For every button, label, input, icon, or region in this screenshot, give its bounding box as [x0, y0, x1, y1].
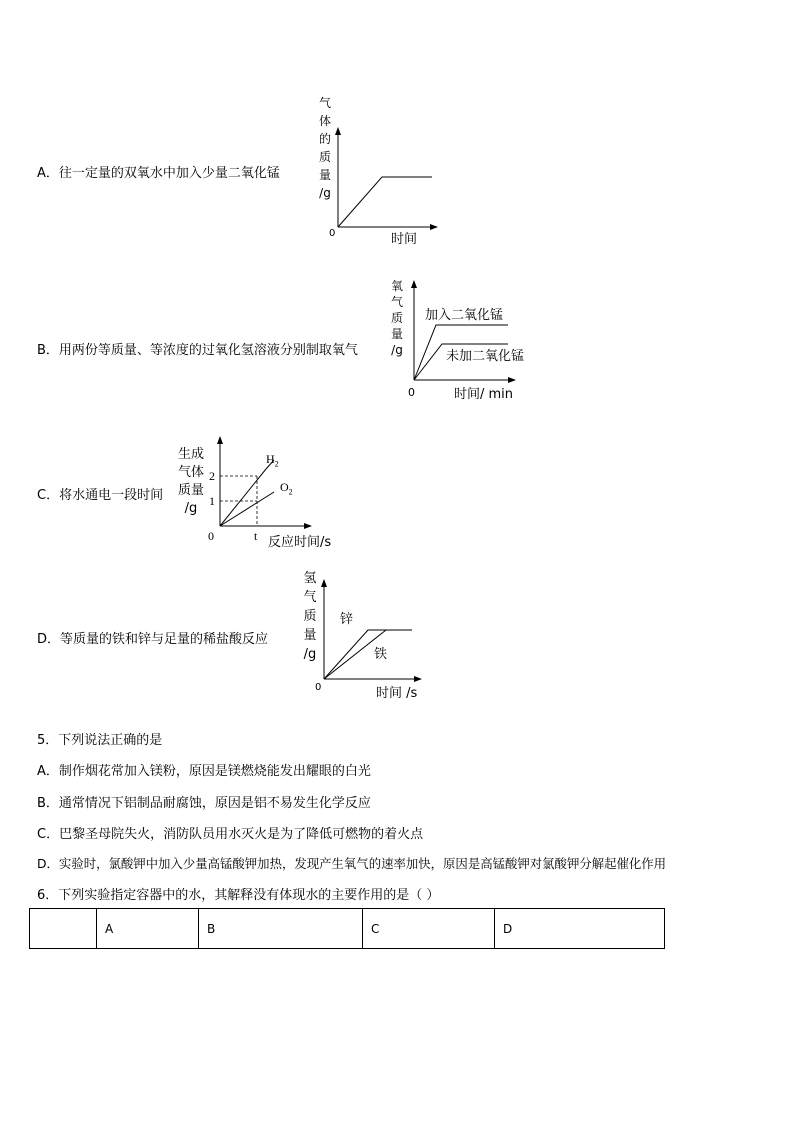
graph-b-origin: 0 — [408, 386, 415, 399]
question-5-option-b: B．通常情况下铝制品耐腐蚀，原因是铝不易发生化学反应 — [37, 796, 371, 811]
graph-c-y-arrow — [217, 436, 223, 444]
graph-b — [408, 278, 528, 383]
graph-b-x-label: 时间/ min — [454, 387, 514, 402]
graph-b-y-arrow — [411, 280, 417, 288]
graph-c-x-label: 反应时间/s — [268, 535, 332, 550]
graph-a-y-label: 气 体 的 质 量 /g — [318, 96, 331, 200]
graph-a-y-arrow — [335, 127, 341, 135]
graph-c-h2-line — [220, 469, 266, 526]
option-a: A．往一定量的双氧水中加入少量二氧化锰 — [37, 166, 280, 181]
graph-a — [330, 125, 450, 235]
question-5-option-a: A．制作烟花常加入镁粉，原因是镁燃烧能发出耀眼的白光 — [37, 764, 371, 779]
graph-d-x-label: 时间 /s — [376, 686, 418, 701]
table-cell-d: D — [495, 909, 665, 949]
graph-c-tick-t: t — [254, 529, 258, 543]
graph-d-y-label: 氢 气 质 量 /g — [303, 571, 317, 662]
table-cell-b: B — [199, 909, 363, 949]
graph-a-x-label: 时间 — [391, 232, 418, 247]
graph-c-tick-1: 1 — [209, 494, 215, 508]
graph-b-y-label: 氧 气 质 量 /g — [390, 279, 403, 357]
question-5-stem: 5．下列说法正确的是 — [37, 733, 163, 748]
question-5-option-d: D．实验时，氯酸钾中加入少量高锰酸钾加热，发现产生氧气的速率加快，原因是高锰酸钾对氯酸钾分解起催化作用 — [37, 856, 667, 871]
graph-c-y-label: 生成 气体 质量 /g — [177, 447, 204, 516]
graph-d-zinc-curve — [324, 630, 412, 679]
graph-c-o2-line — [220, 492, 274, 526]
table-cell-a: A — [97, 909, 199, 949]
table-row — [30, 909, 665, 949]
graph-c — [214, 434, 324, 529]
table-cell-c: C — [363, 909, 495, 949]
graph-c-tick-2: 2 — [209, 469, 215, 483]
graph-d-zinc-label: 锌 — [340, 612, 354, 627]
table-cell-blank — [30, 909, 97, 949]
question-6-table — [29, 908, 665, 949]
question-5-option-c: C．巴黎圣母院失火，消防队员用水灭火是为了降低可燃物的着火点 — [37, 827, 424, 842]
graph-d-iron-label: 铁 — [374, 647, 388, 662]
graph-a-x-arrow — [430, 224, 438, 230]
graph-d-x-arrow — [414, 676, 422, 682]
graph-c-origin: 0 — [208, 529, 214, 543]
graph-b-x-arrow — [508, 377, 516, 383]
graph-d — [318, 577, 433, 682]
option-c: C．将水通电一段时间 — [37, 488, 164, 503]
question-6-stem: 6．下列实验指定容器中的水，其解释没有体现水的主要作用的是（ ） — [37, 888, 440, 903]
graph-b-label-catalyzed: 加入二氧化锰 — [425, 308, 504, 323]
graph-a-origin: 0 — [329, 228, 336, 239]
graph-a-curve — [338, 177, 432, 227]
graph-c-x-arrow — [304, 523, 312, 529]
option-b: B．用两份等质量、等浓度的过氧化氢溶液分别制取氧气 — [37, 343, 358, 358]
graph-d-y-arrow — [321, 579, 327, 587]
graph-b-label-uncatalyzed: 未加二氧化锰 — [446, 349, 525, 364]
graph-c-h2-label: $H_2$ — [266, 452, 279, 469]
option-d: D．等质量的铁和锌与足量的稀盐酸反应 — [37, 632, 269, 647]
graph-c-o2-label: $O_2$ — [280, 480, 293, 497]
graph-d-origin: 0 — [315, 682, 322, 693]
